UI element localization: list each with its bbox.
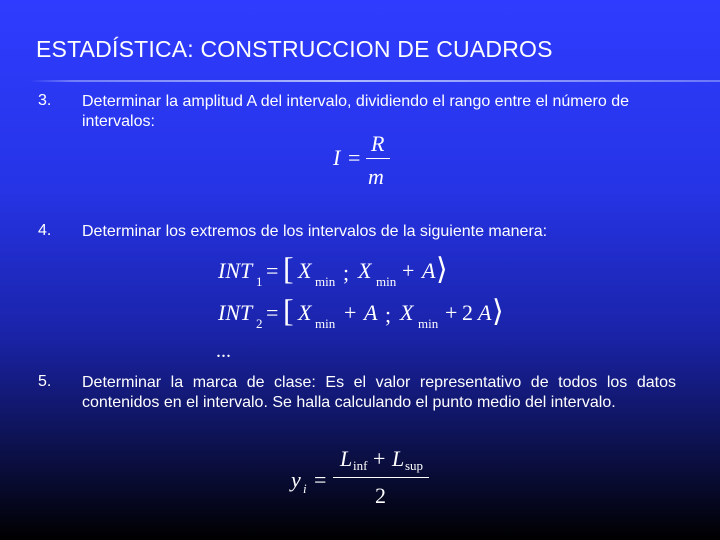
int2-plus2: + (445, 300, 458, 325)
int2-a2: A (478, 300, 492, 325)
step-5-text: Determinar la marca de clase: Es el valor representativo de todos los datos contenidos en el intervalo. Se halla calculando el punto medio del intervalo. (82, 374, 676, 411)
class-mark-fraction-bar (333, 477, 429, 478)
int2-plus1: + (344, 300, 357, 325)
class-mark-lhs: y (291, 467, 301, 492)
class-mark-denominator: 2 (375, 483, 386, 508)
int1-separator: ; (343, 260, 350, 285)
class-mark-inf-sub: inf (353, 458, 368, 473)
amplitude-equals: = (348, 145, 361, 170)
int2-name: INT (218, 300, 253, 325)
amplitude-lhs: I (333, 145, 341, 170)
int1-equals: = (266, 258, 279, 283)
int1-name: INT (218, 258, 253, 283)
class-mark-equals: = (314, 467, 327, 492)
step-3-number: 3. (38, 92, 52, 109)
intervals-ellipsis: ... (216, 340, 231, 362)
int2-separator: ; (385, 302, 392, 327)
int1-min1: min (315, 274, 336, 289)
int1-x2: X (358, 258, 372, 283)
int2-a1: A (364, 300, 378, 325)
int2-coefficient: 2 (462, 300, 473, 325)
int1-index: 1 (256, 274, 263, 289)
int2-min2: min (418, 316, 439, 331)
class-mark-l-inf: L (340, 446, 353, 471)
step-3-text: Determinar la amplitud A del intervalo, dividiendo el rango entre el número de intervalos: (82, 93, 629, 130)
class-mark-lhs-sub: i (303, 481, 307, 496)
int1-min2: min (376, 274, 397, 289)
step-4-number: 4. (38, 222, 52, 239)
int2-x2: X (400, 300, 414, 325)
int2-open-bracket: [ (283, 292, 294, 328)
int1-open-bracket: [ (283, 250, 294, 286)
class-mark-plus: + (373, 446, 386, 471)
step-4-text: Determinar los extremos de los intervalos de la siguiente manera: (82, 223, 548, 240)
int1-plus: + (402, 258, 415, 283)
step-5-number: 5. (38, 373, 52, 390)
int1-x1: X (298, 258, 312, 283)
amplitude-fraction-bar (366, 158, 390, 159)
int2-x1: X (298, 300, 312, 325)
int1-close-bracket: ⟩ (436, 253, 448, 286)
slide-title: ESTADÍSTICA: CONSTRUCCION DE CUADROS (36, 36, 553, 62)
class-mark-sup-sub: sup (405, 458, 424, 473)
int1-a: A (422, 258, 436, 283)
int2-min1: min (315, 316, 336, 331)
int2-index: 2 (256, 316, 263, 331)
amplitude-numerator: R (371, 131, 385, 156)
amplitude-denominator: m (368, 164, 384, 189)
title-divider (30, 80, 720, 82)
class-mark-l-sup: L (392, 446, 405, 471)
int2-close-bracket: ⟩ (492, 295, 504, 328)
int2-equals: = (266, 300, 279, 325)
